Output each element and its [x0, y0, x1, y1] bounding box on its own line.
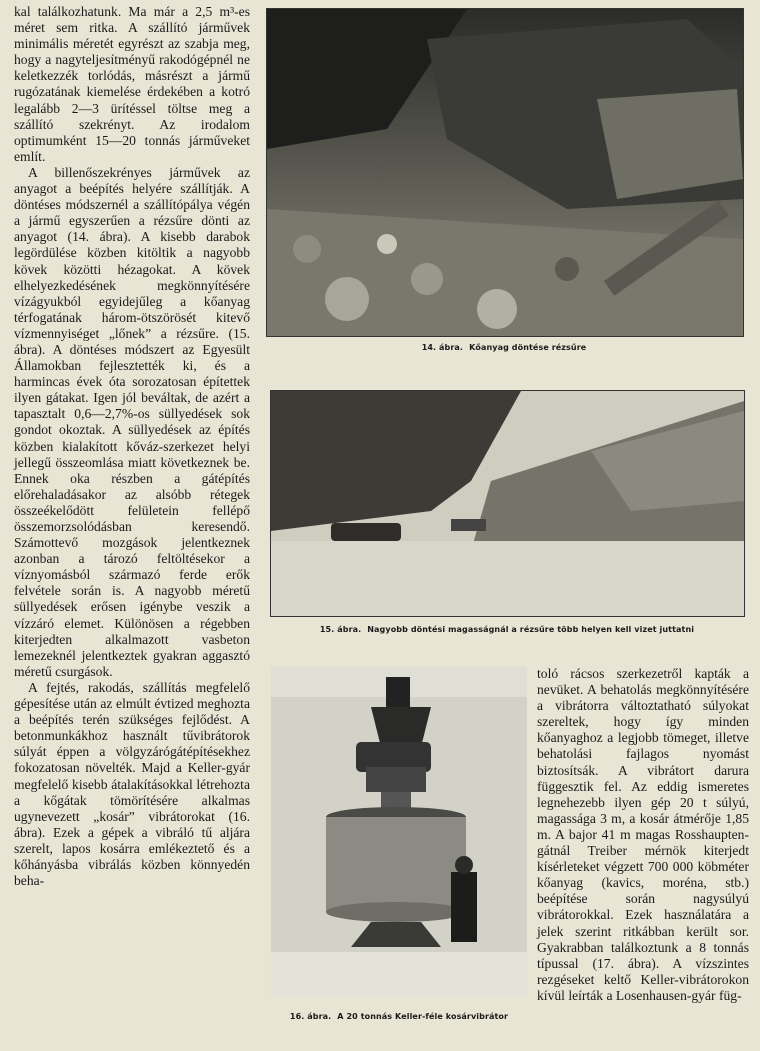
rock-dumping-image — [267, 9, 743, 336]
figure-caption-text: A 20 tonnás Keller-féle kosárvibrátor — [337, 1012, 509, 1021]
figure-14-photo — [266, 8, 744, 337]
figure-16-photo — [271, 667, 527, 998]
figure-16-caption — [271, 1012, 527, 1021]
left-text-column — [14, 4, 250, 889]
figure-caption-text: Nagyobb döntési magasságnál a rézsűre több helyen kell vizet juttatni — [367, 625, 695, 634]
figure-caption-text: Kőanyag döntése rézsűre — [469, 343, 587, 352]
paragraph: A billenőszekrényes járművek az anyagot a beépítés helyére szállítják. A döntéses módszernél a szállítópálya végén a jármű egyszerűen a rézsűre dönti az anyagot (14. ábra). A kisebb darabok legördülése közben kitöltik a nagyobb kövek közötti hézagokat. A kövek elhelyezkedésének megkönnyítésére vízágyukból egyidejűleg a kőanyag térfogatának három-ötszörösét kitevő vízmennyiséget „lőnek” a rézsűre. (15. ábra). A döntéses módszert az Egyesült Államokban fejlesztették ki, és a harmincas évek óta sorozatosan építettek ilyen gátakat. Igen jól beváltak, de azért a tapasztalt 0,6—2,7%-os süllyedések sok gondot okoztak. A süllyedések az építés közben kialakított kőváz-szerkezet helyi jellegű összeomlása miatt következnek be. Ennek oka részben a gátépítés előrehaladásakor az alsóbb rétegek összeékelődött felületein fellépő összemorzsolódásban keresendő. Számottevő mozgások jelentkeznek azonban a tározó feltöltésekor a víznyomásból származó ferde erők felvétele során is. A nagyobb méretű süllyedések erősen igénybe veszik a vízzáró elemet. Különösen a régebben kiterjedten alkalmazott vasbeton lemezeknél jelentkeztek gyakran aggasztó méretű csurgások. — [14, 164, 250, 679]
paragraph: toló rácsos szerkezetről kapták a nevüket. A behatolás megkönnyítésére a vibrátorra változtatható súlyokat szereltek, hogy így minden kőanyaghoz a legjobb tömeget, illetve behatolási fajlagos nyomást biztosítsák. A vibrátort darura függesztik fel. Az eddig ismeretes legnehezebb ilyen gép 20 t súlyú, magassága 3 m, a kosár átmérője 1,85 m. A bajor 41 m magas Rosshaupten-gátnál Treiber mérnök kiterjedt kísérleteket végzett 700 000 köbméter kőanyag (kavics, moréna, stb.) beépítése során nagysúlyú vibrátorokkal. Ezek használatára a jelek szerint ritkábban került sor. Gyakrabban találkoztunk a 8 tonnás típussal (17. ábra). A vízszintes rezgéseket keltő Keller-vibrátorokon kívül leírták a Losenhausen-gyár füg- — [537, 666, 749, 1003]
figure-label: 15. ábra. — [319, 625, 362, 634]
right-text-column — [537, 666, 749, 1004]
vibrator-image — [271, 667, 527, 998]
figure-15-caption — [262, 625, 752, 634]
dam-slope-image — [271, 391, 744, 616]
paragraph: A fejtés, rakodás, szállítás megfelelő gépesítése után az elmúlt évtized meghozta a beépítés terén szükséges fejlődést. A betonmunkákhoz használt tűvibrátorok súlyát éppen a völgyzárógátépítésekhez fokozatosan növelték. Majd a Keller-gyár megfelelő kisebb átalakításokkal létrehozta a kőgátak tömörítésére alkalmas ugynevezett „kosár” vibrátorokat (16. ábra). Ezek a gépek a vibráló tű aljára szerelt, lapos kosárra emlékeztető és a kőhányásba vibrálás közben könnyedén beha- — [14, 679, 250, 889]
figure-15-photo — [270, 390, 745, 617]
figure-14-caption — [266, 343, 742, 352]
figure-label: 16. ábra. — [289, 1012, 332, 1021]
paragraph: kal találkozhatunk. Ma már a 2,5 m³-es méret sem ritka. A szállító járművek minimális méretét egyrészt az szabja meg, hogy a nagyteljesítményű rakodógépnél ne keletkezzék torlódás, másrészt a jármű rugózatának kiemelése érdekében a kotró legalább 2—3 ürítéssel töltse meg a szállító szekrényt. Az irodalom optimumként 15—20 tonnás járműveket említ. — [14, 4, 250, 164]
figure-label: 14. ábra. — [421, 343, 464, 352]
